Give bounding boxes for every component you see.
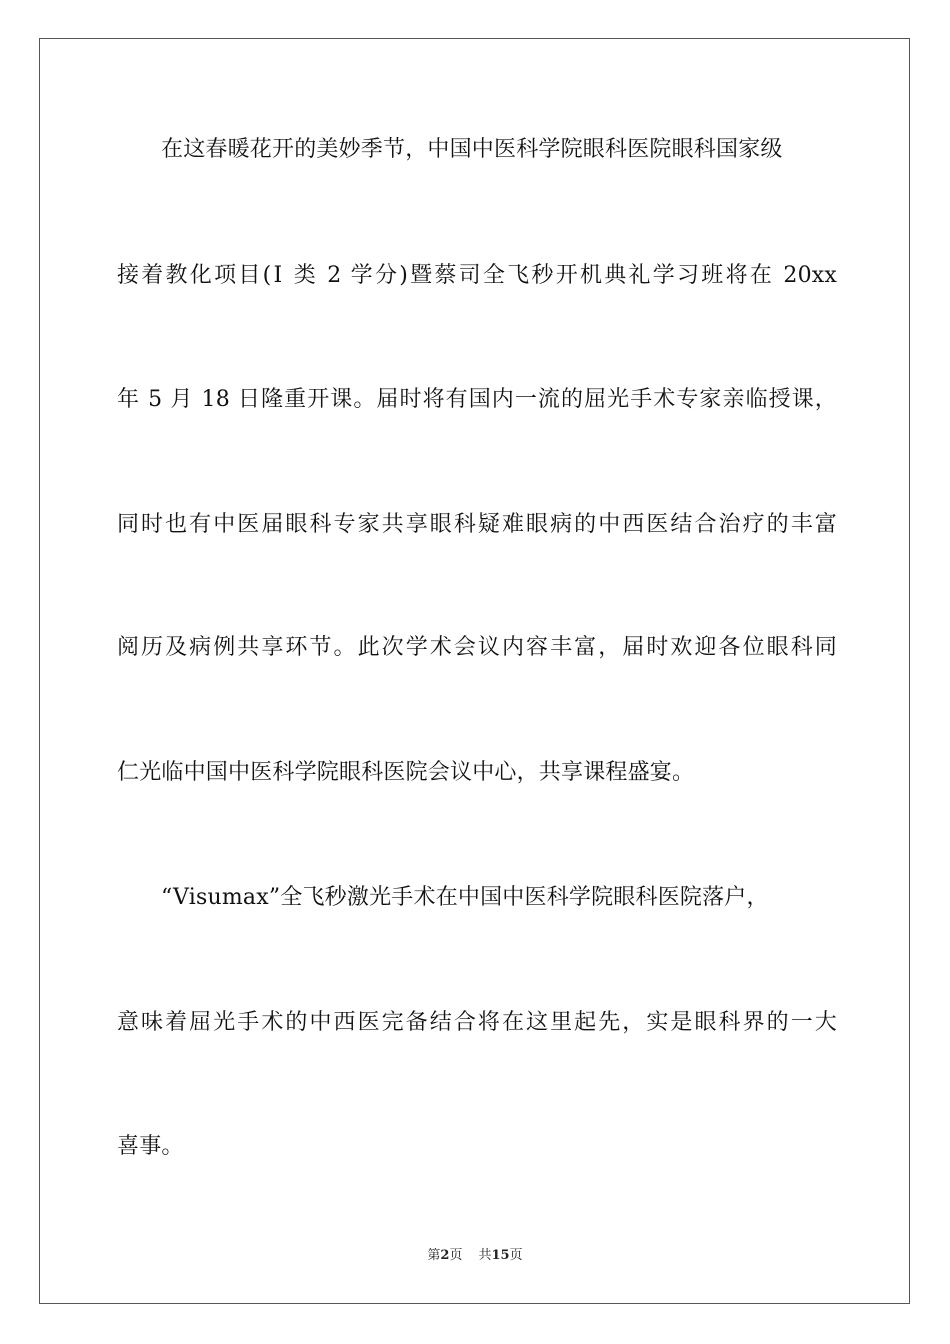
page-footer	[0, 1247, 950, 1265]
page-frame	[39, 38, 910, 1304]
page-number: 2	[440, 1248, 450, 1263]
text-line-7: “Visumax”全飞秒激光手术在中国中医科学院眼科医院落户，	[161, 885, 769, 910]
text-line-6: 仁光临中国中医科学院眼科医院会议中心，共享课程盛宴。	[117, 760, 695, 785]
text-line-1: 在这春暖花开的美妙季节，中国中医科学院眼科医院眼科国家级	[161, 137, 783, 162]
total-pages: 15	[491, 1248, 510, 1263]
total-prefix: 共	[478, 1248, 492, 1263]
text-line-3: 年 5 月 18 日隆重开课。届时将有国内一流的屈光手术专家亲临授课，	[117, 387, 837, 412]
page-suffix: 页	[449, 1248, 463, 1263]
text-line-4: 同时也有中医届眼科专家共享眼科疑难眼病的中西医结合治疗的丰富	[117, 512, 837, 537]
text-line-9: 喜事。	[117, 1134, 184, 1159]
text-line-8: 意味着屈光手术的中西医完备结合将在这里起先，实是眼科界的一大	[117, 1010, 837, 1035]
total-suffix: 页	[509, 1248, 523, 1263]
text-line-5: 阅历及病例共享环节。此次学术会议内容丰富，届时欢迎各位眼科同	[117, 635, 837, 660]
text-line-2: 接着教化项目(Ⅰ 类 2 学分)暨蔡司全飞秒开机典礼学习班将在 20xx	[117, 263, 837, 288]
page-prefix: 第	[427, 1248, 441, 1263]
